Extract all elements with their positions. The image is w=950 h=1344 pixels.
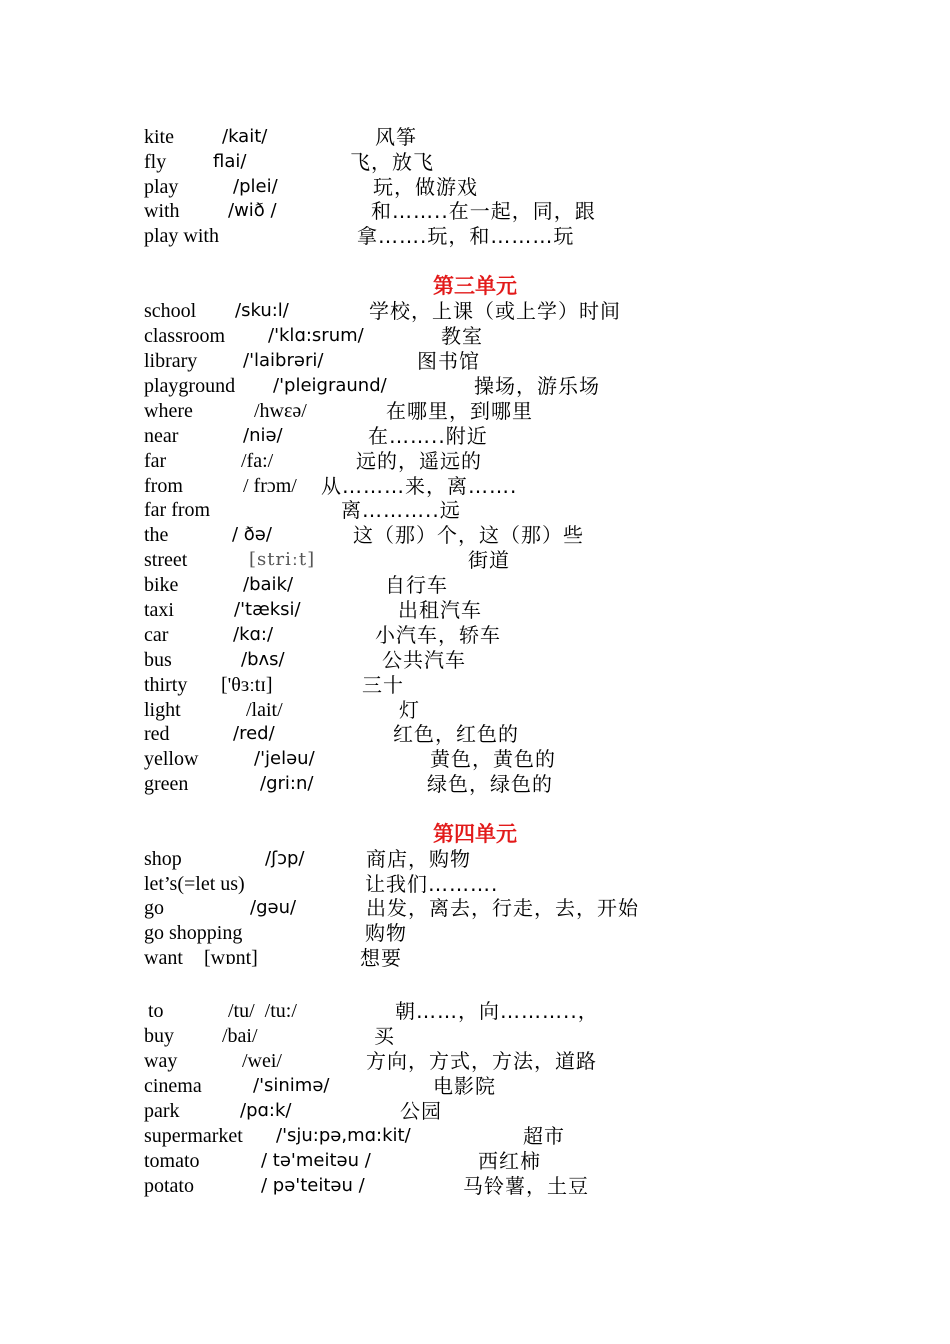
meaning: 购物 bbox=[365, 921, 407, 945]
unit-heading: 第四单元 bbox=[433, 822, 517, 846]
word: far from bbox=[144, 499, 211, 521]
word: the bbox=[144, 524, 169, 546]
word: red bbox=[144, 723, 170, 745]
phonetic: /kait/ bbox=[222, 126, 268, 147]
meaning: 黄色，黄色的 bbox=[430, 747, 556, 771]
phonetic: /'sju:pə,mɑ:kit/ bbox=[276, 1125, 411, 1146]
meaning: 在……..附近 bbox=[368, 424, 488, 448]
word: supermarket bbox=[144, 1125, 243, 1147]
meaning: 买 bbox=[374, 1024, 395, 1048]
phonetic: /'jeləu/ bbox=[254, 748, 315, 769]
phonetic: /wei/ bbox=[242, 1050, 282, 1072]
phonetic: /niə/ bbox=[243, 425, 283, 446]
meaning: 想要 bbox=[360, 946, 402, 970]
phonetic: /'laibrəri/ bbox=[243, 350, 324, 371]
meaning: 从………来，离……. bbox=[321, 474, 518, 498]
meaning: 出发，离去，行走，去，开始 bbox=[366, 896, 639, 920]
phonetic: [wɒnt] bbox=[204, 947, 258, 969]
word: taxi bbox=[144, 599, 174, 621]
meaning: 公园 bbox=[400, 1099, 442, 1123]
meaning: 公共汽车 bbox=[382, 648, 466, 672]
phonetic: /gri:n/ bbox=[260, 773, 314, 794]
word: bike bbox=[144, 574, 179, 596]
meaning: 远的，遥远的 bbox=[356, 449, 482, 473]
word: go bbox=[144, 897, 164, 919]
phonetic: [striːt] bbox=[249, 549, 316, 570]
word: classroom bbox=[144, 325, 226, 347]
meaning: 绿色，绿色的 bbox=[427, 772, 553, 796]
word: yellow bbox=[144, 748, 199, 770]
word: fly bbox=[144, 151, 167, 173]
word: buy bbox=[144, 1025, 174, 1047]
meaning: 学校，上课（或上学）时间 bbox=[369, 299, 621, 323]
meaning: 和……..在一起，同，跟 bbox=[371, 199, 596, 223]
phonetic: /bai/ bbox=[222, 1025, 258, 1047]
word: library bbox=[144, 350, 198, 372]
meaning: 出租汽车 bbox=[398, 598, 482, 622]
meaning: 超市 bbox=[523, 1124, 565, 1148]
word: to bbox=[148, 1000, 164, 1022]
phonetic: /'tæksi/ bbox=[234, 599, 301, 620]
word: want bbox=[144, 947, 183, 969]
word: from bbox=[144, 475, 183, 497]
word: bus bbox=[144, 649, 172, 671]
meaning: 西红柿 bbox=[478, 1149, 541, 1173]
word: let’s(=let us) bbox=[144, 873, 245, 895]
word: street bbox=[144, 549, 188, 571]
phonetic: /ʃɔp/ bbox=[265, 848, 305, 869]
meaning: 马铃薯，土豆 bbox=[463, 1174, 589, 1198]
word: go shopping bbox=[144, 922, 243, 944]
phonetic: / pə'teitəu / bbox=[261, 1175, 365, 1196]
word: way bbox=[144, 1050, 178, 1072]
unit-heading: 第三单元 bbox=[433, 274, 517, 298]
meaning: 三十 bbox=[362, 673, 404, 697]
phonetic: /red/ bbox=[233, 723, 275, 744]
phonetic: /kɑ:/ bbox=[233, 624, 274, 645]
phonetic: /pɑ:k/ bbox=[240, 1100, 292, 1121]
phonetic: /baik/ bbox=[243, 574, 294, 595]
meaning: 风筝 bbox=[375, 125, 417, 149]
phonetic: /'pleigraund/ bbox=[273, 375, 387, 396]
phonetic: / ðə/ bbox=[232, 524, 272, 545]
phonetic: /sku:l/ bbox=[235, 300, 289, 321]
meaning: 图书馆 bbox=[417, 349, 480, 373]
phonetic: /tu/ /tu:/ bbox=[228, 1000, 297, 1022]
word: school bbox=[144, 300, 197, 322]
word: near bbox=[144, 425, 179, 447]
word: green bbox=[144, 773, 189, 795]
meaning: 商店，购物 bbox=[366, 847, 471, 871]
word: shop bbox=[144, 848, 182, 870]
word: kite bbox=[144, 126, 174, 148]
word: far bbox=[144, 450, 167, 472]
meaning: 街道 bbox=[468, 548, 510, 572]
word: tomato bbox=[144, 1150, 200, 1172]
word: potato bbox=[144, 1175, 194, 1197]
word: light bbox=[144, 699, 181, 721]
phonetic: /'klɑ:srum/ bbox=[268, 325, 364, 346]
meaning: 这（那）个，这（那）些 bbox=[353, 523, 584, 547]
meaning: 自行车 bbox=[385, 573, 448, 597]
meaning: 红色，红色的 bbox=[393, 722, 519, 746]
phonetic: /'sinimə/ bbox=[253, 1075, 330, 1096]
phonetic: flai/ bbox=[213, 151, 247, 172]
meaning: 朝……，向………..， bbox=[395, 999, 599, 1023]
phonetic: ['θɜːtɪ] bbox=[221, 674, 273, 696]
word: cinema bbox=[144, 1075, 202, 1097]
meaning: 小汽车，轿车 bbox=[375, 623, 501, 647]
meaning: 电影院 bbox=[433, 1074, 496, 1098]
meaning: 飞，放飞 bbox=[350, 150, 434, 174]
phonetic: /fa:/ bbox=[241, 450, 274, 472]
phonetic: /hwɛə/ bbox=[254, 400, 307, 422]
meaning: 教室 bbox=[441, 324, 483, 348]
phonetic: /bʌs/ bbox=[241, 649, 285, 670]
meaning: 离………..远 bbox=[341, 498, 461, 522]
phonetic: /lait/ bbox=[246, 699, 283, 721]
meaning: 拿…….玩，和………玩 bbox=[357, 224, 575, 248]
phonetic: / frɔm/ bbox=[243, 475, 297, 497]
word: park bbox=[144, 1100, 180, 1122]
phonetic: /plei/ bbox=[233, 176, 278, 197]
phonetic: /wið / bbox=[228, 200, 277, 221]
meaning: 灯 bbox=[399, 698, 420, 722]
word: play bbox=[144, 176, 179, 198]
meaning: 在哪里，到哪里 bbox=[386, 399, 533, 423]
word: where bbox=[144, 400, 193, 422]
word: thirty bbox=[144, 674, 188, 696]
meaning: 玩，做游戏 bbox=[373, 175, 478, 199]
word: playground bbox=[144, 375, 236, 397]
word: play with bbox=[144, 225, 219, 247]
meaning: 让我们………. bbox=[365, 872, 499, 896]
phonetic: / tə'meitəu / bbox=[261, 1150, 371, 1171]
meaning: 操场，游乐场 bbox=[474, 374, 600, 398]
word: with bbox=[144, 200, 180, 222]
phonetic: /gəu/ bbox=[250, 897, 297, 918]
meaning: 方向，方式，方法，道路 bbox=[366, 1049, 597, 1073]
word: car bbox=[144, 624, 169, 646]
